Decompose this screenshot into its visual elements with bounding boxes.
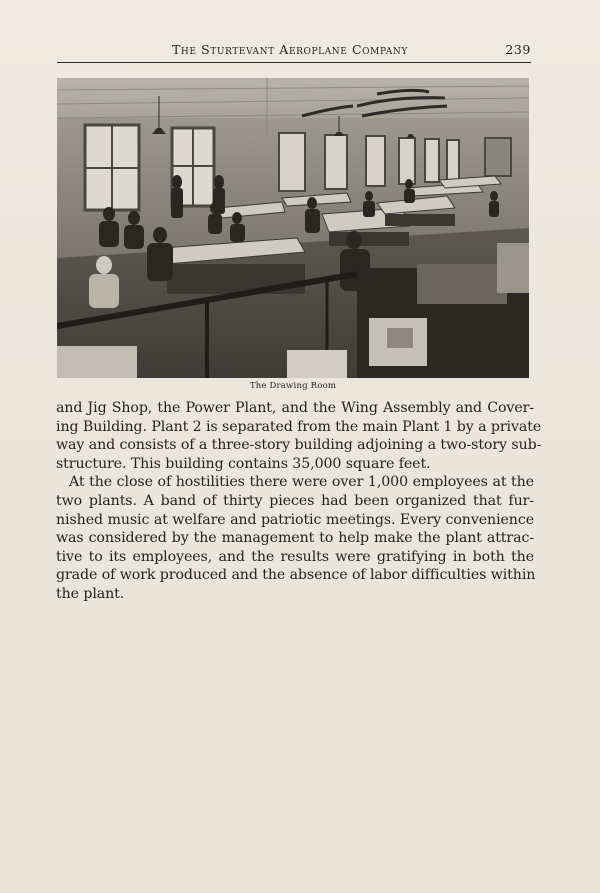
running-header [57, 42, 531, 60]
page-number: 239 [505, 42, 531, 57]
header-rule [57, 62, 531, 63]
figure-caption: The Drawing Room [249, 381, 337, 391]
text-line: was considered by the management to help make the plant attrac- [56, 530, 534, 547]
drawing-room-illustration [57, 78, 529, 378]
text-line: the plant. [56, 585, 125, 602]
running-title: The Sturtevant Aeroplane Company [172, 42, 408, 57]
paragraph-2 [56, 473, 534, 603]
text-line: At the close of hostilities there were over 1,000 employees at the [69, 474, 534, 491]
text-line: tive to its employees, and the results were gratifying in both the [56, 548, 534, 565]
text-line: grade of work produced and the absence of labor difficulties within [56, 567, 536, 584]
text-line: ing Building. Plant 2 is separated from the main Plant 1 by a private [56, 418, 542, 435]
text-line: way and consists of a three-story building adjoining a two-story sub- [56, 437, 542, 454]
paragraph-1 [56, 399, 542, 473]
text-line: two plants. A band of thirty pieces had been organized that fur- [56, 492, 534, 509]
text-line: nished music at welfare and patriotic meetings. Every convenience [56, 511, 534, 528]
drawing-room-photo [57, 78, 529, 378]
body-text [56, 399, 542, 604]
text-line: and Jig Shop, the Power Plant, and the Wing Assembly and Cover- [56, 400, 534, 416]
text-line: structure. This building contains 35,000 square feet. [56, 455, 431, 472]
